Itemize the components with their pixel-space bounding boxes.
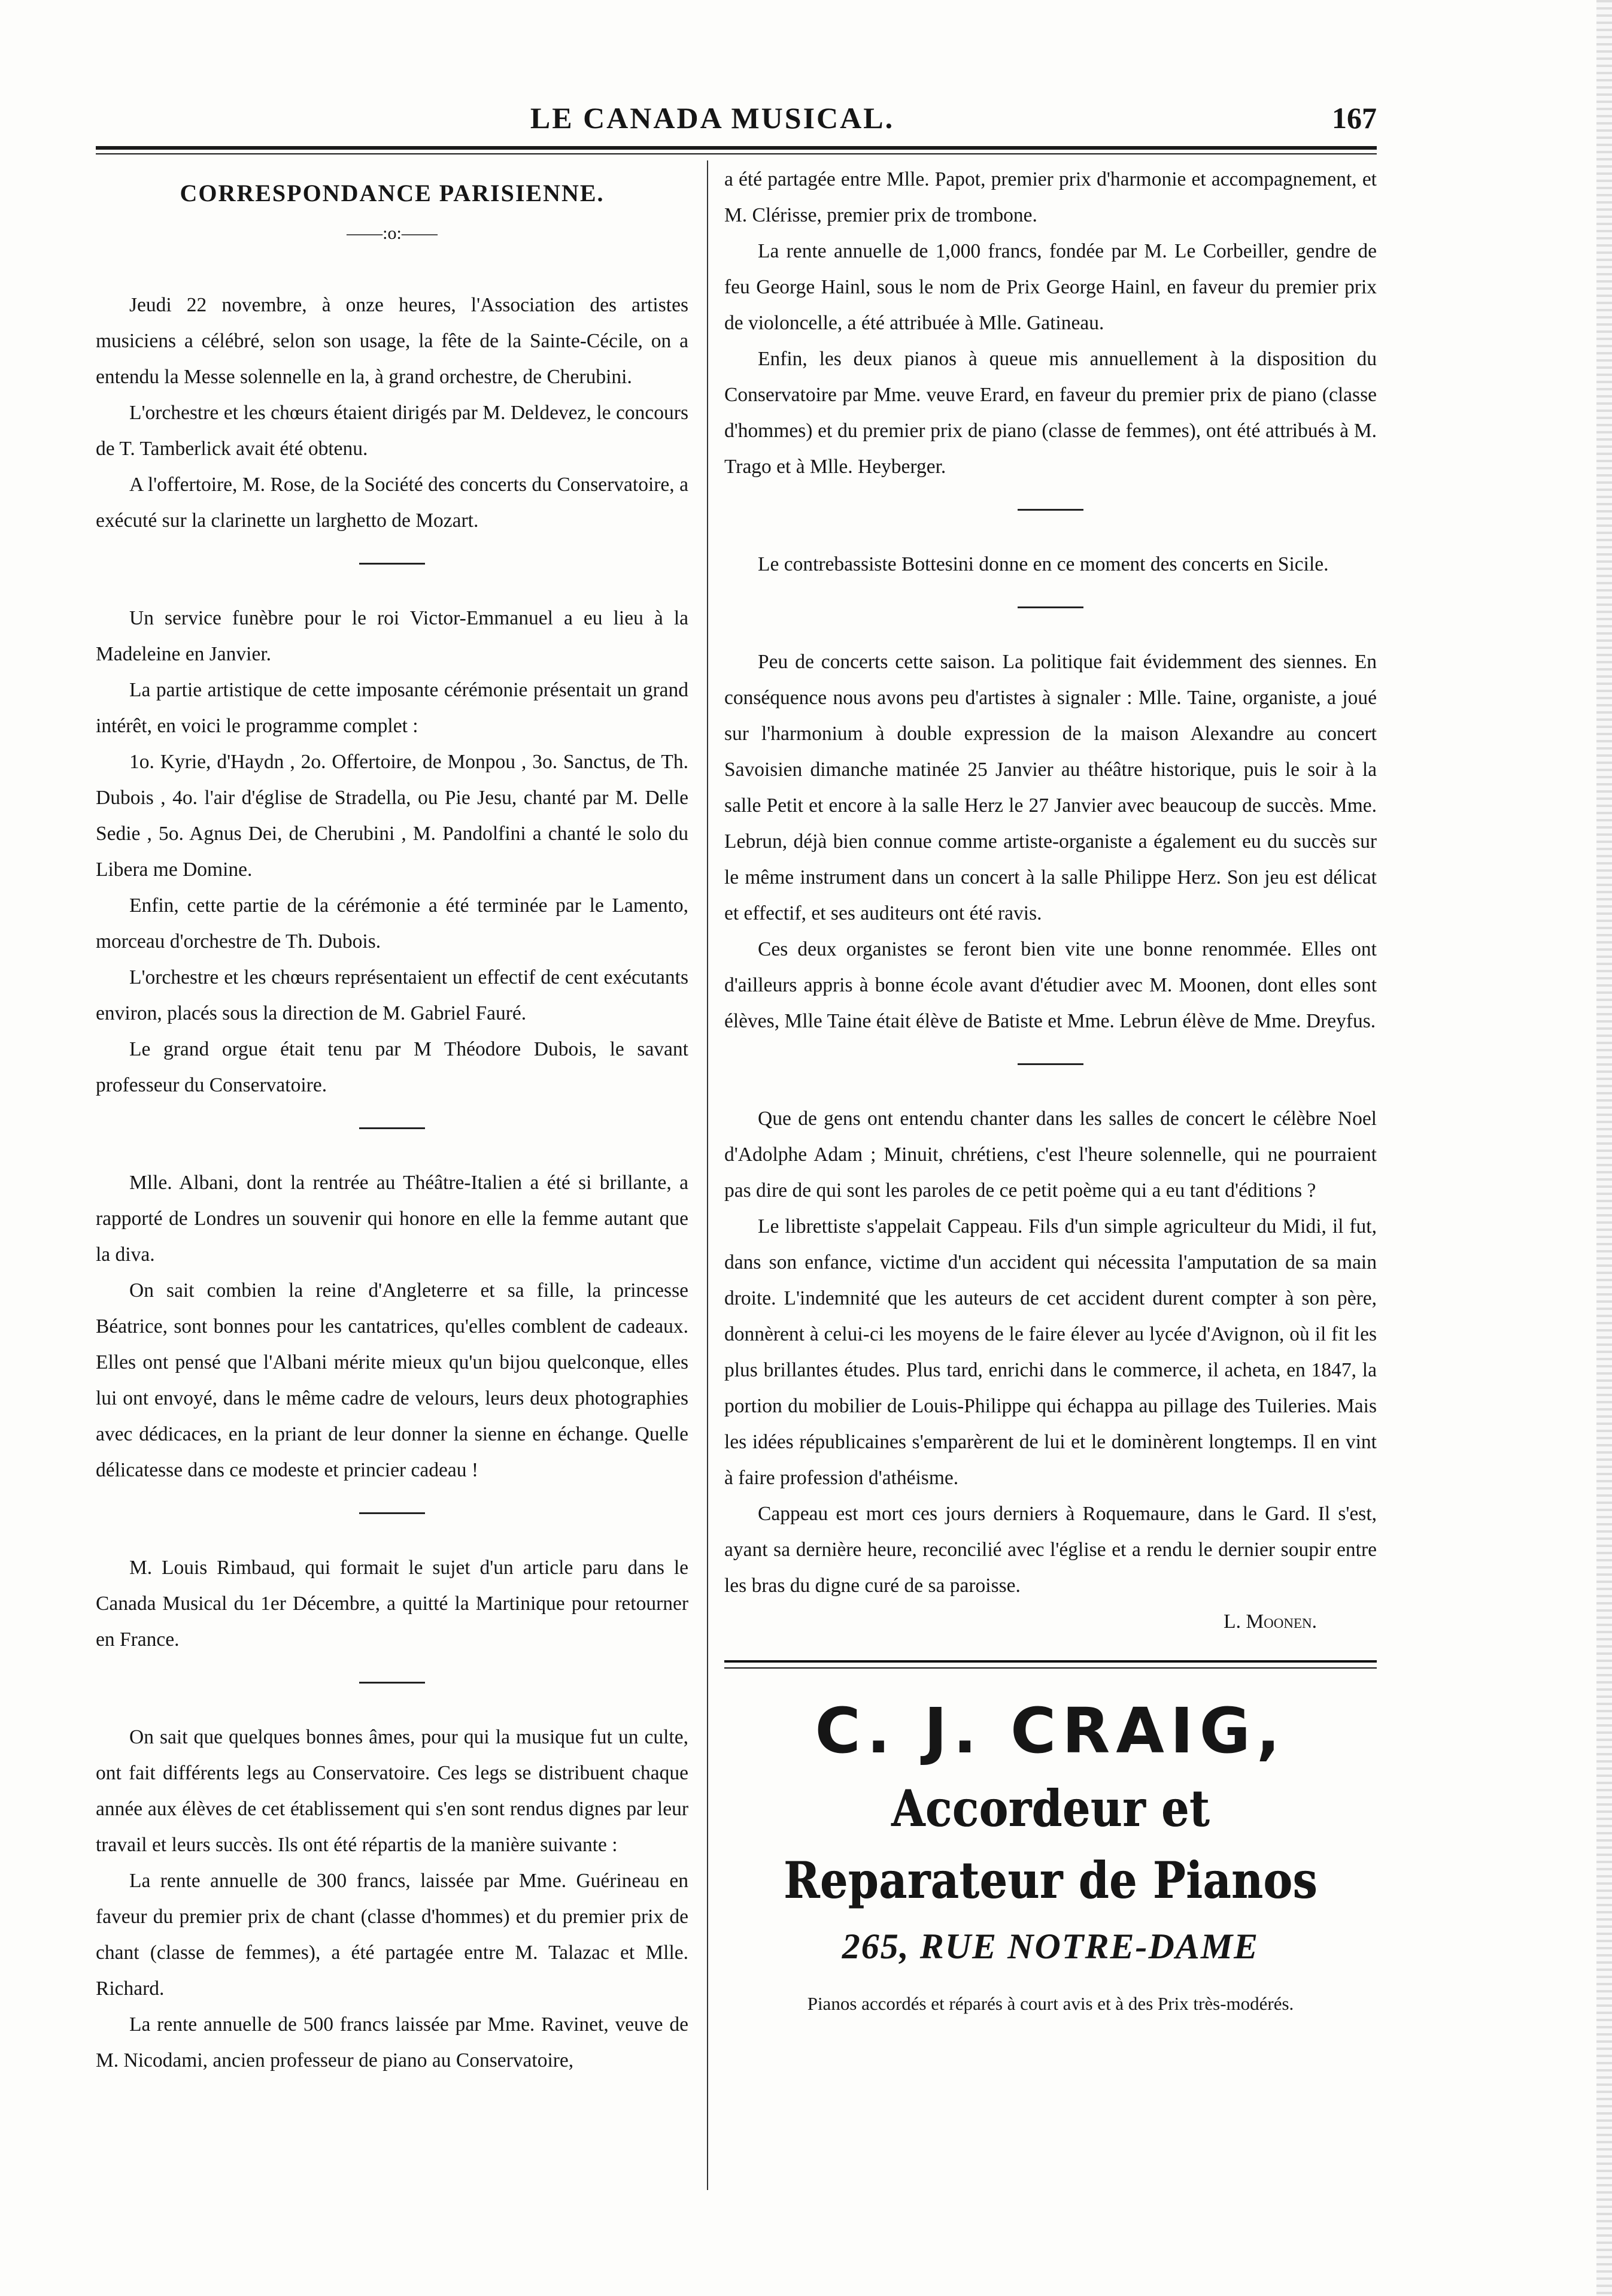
scan-edge-texture [1596, 0, 1612, 2296]
column-divider [707, 160, 708, 2190]
paragraph: La rente annuelle de 300 francs, laissée par Mme. Guérineau en faveur du premier prix de chant (classe d'hommes) et du premier prix de chant (classe de femmes), a été partagée entre M. Talazac et Mlle. Richard. [96, 1870, 688, 2000]
page-number: 167 [1332, 101, 1377, 135]
advertisement-footer: Pianos accordés et réparés à court avis et à des Prix très-modérés. [807, 1993, 1294, 2014]
article-separator [1018, 606, 1083, 608]
title-ornament: ——:o:—— [347, 223, 438, 243]
advertiser-address: 265, RUE NOTRE-DAME [842, 1927, 1259, 1966]
article-signature: L. Moonen. [1224, 1610, 1317, 1633]
paragraph: La rente annuelle de 1,000 francs, fondée par M. Le Corbeiller, gendre de feu George Hainl, sous le nom de Prix George Hainl, en faveur du premier prix de violoncelle, a été attribuée à Mlle. Gatineau. [724, 240, 1377, 334]
paragraph: Enfin, les deux pianos à queue mis annuellement à la disposition du Conservatoire par Mme. veuve Erard, en faveur du premier prix de piano (classe d'hommes) et du premier prix de piano (classe de femmes), ont été attribués à M. Trago et à Mlle. Heyberger. [724, 348, 1377, 478]
header-rule-thin [96, 153, 1377, 154]
paragraph: Mlle. Albani, dont la rentrée au Théâtre-Italien a été si brillante, a rapporté de Londres un souvenir qui honore en elle la femme autant que la diva. [96, 1172, 688, 1266]
running-title: LE CANADA MUSICAL. [530, 101, 895, 135]
paragraph: 1o. Kyrie, d'Haydn , 2o. Offertoire, de Monpou , 3o. Sanctus, de Th. Dubois , 4o. l'air d'église de Stradella, ou Pie Jesu, chanté par M. Delle Sedie , 5o. Agnus Dei, de Cherubini , M. Pandolfini a chanté le solo du Libera me Domine. [96, 751, 688, 881]
paragraph: Ces deux organistes se feront bien vite une bonne renommée. Elles ont d'ailleurs appris à bonne école avant d'étudier avec M. Moonen, dont elles sont élèves, Mlle Taine était élève de Batiste et Mme. Lebrun élève de Mme. Dreyfus. [724, 938, 1377, 1032]
paragraph: Cappeau est mort ces jours derniers à Roquemaure, dans le Gard. Il s'est, ayant sa dernière heure, reconcilié avec l'église et a rendu le dernier soupir entre les bras du digne curé de sa paroisse. [724, 1503, 1377, 1597]
article-separator [359, 563, 425, 565]
advertisement [724, 1689, 1377, 2022]
article-separator [359, 1682, 425, 1684]
paragraph: L'orchestre et les chœurs représentaient un effectif de cent exécutants environ, placés sous la direction de M. Gabriel Fauré. [96, 966, 688, 1024]
advertisement-rule-thin [724, 1667, 1377, 1669]
left-column [96, 162, 688, 2079]
paragraph: Jeudi 22 novembre, à onze heures, l'Association des artistes musiciens a célébré, selon son usage, la fête de la Sainte-Cécile, on a entendu la Messe solennelle en la, à grand orchestre, de Cherubini. [96, 294, 688, 388]
advertiser-tagline: Accordeur et Reparateur de Pianos [783, 1779, 1318, 1910]
paragraph: Un service funèbre pour le roi Victor-Emmanuel a eu lieu à la Madeleine en Janvier. [96, 607, 688, 665]
paragraph: Le grand orgue était tenu par M Théodore Dubois, le savant professeur du Conservatoire. [96, 1038, 688, 1096]
paragraph: Peu de concerts cette saison. La politique fait évidemment des siennes. En conséquence nous avons peu d'artistes à signaler : Mlle. Taine, organiste, a joué sur l'harmonium à double expression de la maison Alexandre au concert Savoisien dimanche matinée 25 Janvier au théâtre historique, puis le soir à la salle Petit et encore à la salle Herz le 27 Janvier avec beaucoup de succès. Mme. Lebrun, déjà bien connue comme artiste-organiste a également eu du succès sur le même instrument dans un concert à la salle Philippe Herz. Son jeu est délicat et effectif, et ses auditeurs ont été ravis. [724, 651, 1377, 924]
paragraph: A l'offertoire, M. Rose, de la Société des concerts du Conservatoire, a exécuté sur la clarinette un larghetto de Mozart. [96, 474, 688, 532]
paragraph: Le librettiste s'appelait Cappeau. Fils d'un simple agriculteur du Midi, il fut, dans son enfance, victime d'un accident qui nécessita l'amputation de sa main droite. L'indemnité que les auteurs de cet accident durent compter à son père, donnèrent à celui-ci les moyens de le faire élever au lycée d'Avignon, où il fit les plus brillantes études. Plus tard, enrichi dans le commerce, il acheta, en 1847, la portion du mobilier de Louis-Philippe qui échappa au pillage des Tuileries. Mais les idées républicaines s'emparèrent de lui et le dominèrent longtemps. Il en vint à faire profession d'athéisme. [724, 1215, 1377, 1489]
header-rule [96, 146, 1377, 150]
paragraph: a été partagée entre Mlle. Papot, premier prix d'harmonie et accompagnement, et M. Clérisse, premier prix de trombone. [724, 168, 1377, 226]
paragraph: Que de gens ont entendu chanter dans les salles de concert le célèbre Noel d'Adolphe Adam ; Minuit, chrétiens, c'est l'heure solennelle, qui ne pourraient pas dire de qui sont les paroles de ce petit poème qui a eu tant d'éditions ? [724, 1108, 1377, 1202]
paragraph: Enfin, cette partie de la cérémonie a été terminée par le Lamento, morceau d'orchestre de Th. Dubois. [96, 894, 688, 953]
paragraph: M. Louis Rimbaud, qui formait le sujet d'un article paru dans le Canada Musical du 1er Décembre, a quitté la Martinique pour retourner en France. [96, 1557, 688, 1651]
paragraph: On sait que quelques bonnes âmes, pour qui la musique fut un culte, ont fait différents legs au Conservatoire. Ces legs se distribuent chaque année aux élèves de cet établissement qui s'en sont rendus dignes par leur travail et leurs succès. Ils ont été répartis de la manière suivante : [96, 1726, 688, 1856]
section-title: CORRESPONDANCE PARISIENNE. [180, 180, 605, 207]
paragraph: L'orchestre et les chœurs étaient dirigés par M. Deldevez, le concours de T. Tamberlick avait été obtenu. [96, 402, 688, 460]
article-separator [1018, 509, 1083, 511]
article-separator [359, 1512, 425, 1514]
article-separator [359, 1127, 425, 1129]
right-column [724, 162, 1377, 2022]
paragraph: La rente annuelle de 500 francs laissée par Mme. Ravinet, veuve de M. Nicodami, ancien professeur de piano au Conservatoire, [96, 2013, 688, 2071]
article-separator [1018, 1063, 1083, 1065]
advertisement-rule [724, 1660, 1377, 1663]
advertiser-name: C. J. CRAIG, [815, 1694, 1286, 1767]
paragraph: Le contrebassiste Bottesini donne en ce moment des concerts en Sicile. [758, 553, 1329, 575]
paragraph: On sait combien la reine d'Angleterre et sa fille, la princesse Béatrice, sont bonnes pour les cantatrices, qu'elles comblent de cadeaux. Elles ont pensé que l'Albani mérite mieux qu'un bijou quelconque, elles lui ont envoyé, dans le même cadre de velours, leurs deux photographies avec dédicaces, en la priant de leur donner la sienne en échange. Quelle délicatesse dans ce modeste et princier cadeau ! [96, 1279, 688, 1481]
paragraph: La partie artistique de cette imposante cérémonie présentait un grand intérêt, en voici le programme complet : [96, 679, 688, 737]
